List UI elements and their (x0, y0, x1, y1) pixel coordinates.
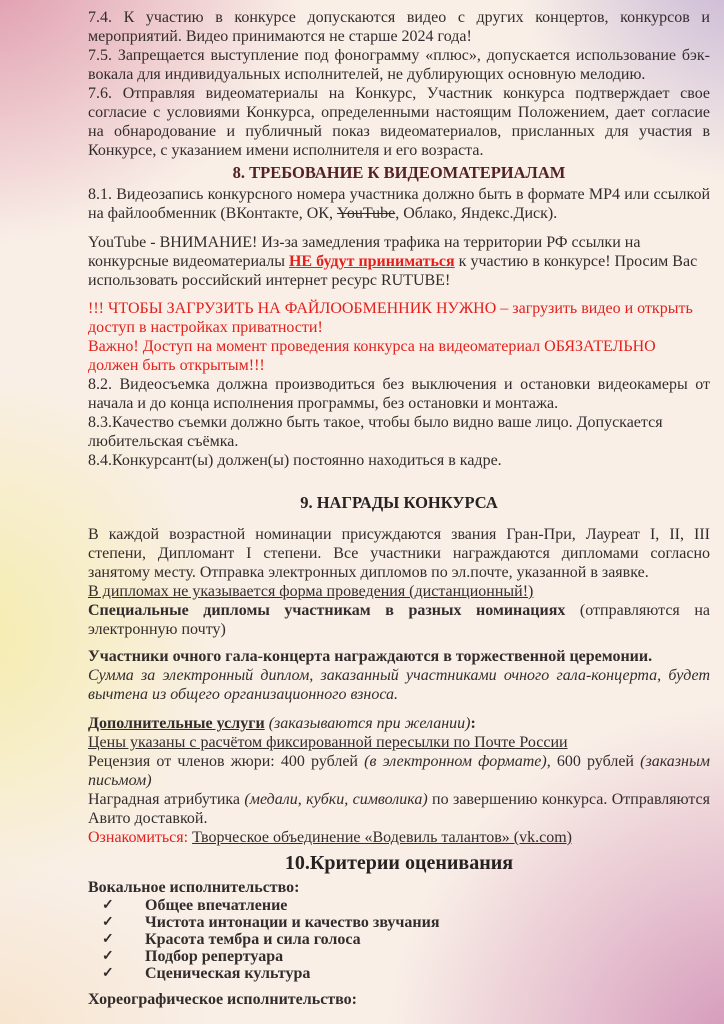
section-8-heading (88, 162, 710, 183)
text-run: В каждой возрастной номинации присуждаются звания Гран-При, Лауреат I, II, III степени, Дипломант I степени. Все участники награждаются дипломами согласно занятому месту. Отправка электронных дипломов по эл.почте, указанной в заявке. (88, 526, 710, 581)
text-run: YouTube (336, 205, 396, 222)
clause-8-2 (88, 375, 710, 413)
jury-review-pricing (88, 752, 710, 790)
document-content (88, 8, 710, 1009)
text-run: Ознакомиться: (88, 829, 189, 846)
criteria-item-2 (88, 914, 710, 931)
text-run: Наградная атрибутика (88, 791, 245, 808)
text-run: Специальные дипломы участникам в разных номинациях (88, 602, 566, 619)
gala-award-note (88, 647, 710, 666)
clause-8-3 (88, 413, 710, 451)
text-run: Дополнительные услуги (88, 715, 265, 732)
clause-8-1 (88, 185, 710, 223)
checkmark-icon: ✓ (102, 949, 114, 964)
section-9-heading (88, 492, 710, 513)
text-run: 8.3.Качество съемки должно быть такое, чтобы было видно ваше лицо. Допускается любительская съёмка. (88, 414, 663, 450)
choreo-criteria-title (88, 990, 710, 1009)
checkmark-icon: ✓ (102, 966, 114, 981)
important-access-note (88, 337, 710, 375)
clause-7-4 (88, 8, 710, 46)
vk-link[interactable]: Творческое объединение «Водевиль талантов» (vk.com) (192, 829, 572, 846)
text-run: НЕ будут приниматься (288, 253, 455, 270)
criteria-item-1 (88, 897, 710, 914)
youtube-warning (88, 233, 710, 290)
criteria-item-3 (88, 931, 710, 948)
checkmark-icon: ✓ (102, 915, 114, 930)
text-run: Хореографическое исполнительство: (88, 991, 358, 1008)
text-run: Сумма за электронный диплом, заказанный участниками очного гала-концерта, будет вычтена из общего организационного взноса. (88, 667, 710, 703)
text-run: 7.5. Запрещается выступление под фонограмму «плюс», допускается использование бэк-вокала для индивидуальных исполнителей, не дублирующих основную мелодию. (88, 47, 710, 83)
text-run: к участию в конкурсе! Просим Вас использовать российский интернет ресурс RUTUBE! (88, 253, 698, 289)
section-10-heading (88, 851, 710, 876)
criteria-item-label: Красота тембра и сила голоса (145, 931, 361, 948)
diploma-format-note (88, 582, 710, 601)
text-run: В дипломах не указывается форма проведения (дистанционный!) (88, 583, 534, 600)
text-run: 7.6. Отправляя видеоматериалы на Конкурс, Участник конкурса подтверждает свое согласие с условиями Конкурса, определенными настоящим Положением, дает согласие на обнародование и публичный показ видеоматериалов, присланных для участия в Конкурсе, с указанием имени исполнителя и его возраста. (88, 85, 710, 159)
blank-line (88, 704, 710, 714)
upload-instruction-note (88, 299, 710, 337)
text-run: 8. ТРЕБОВАНИЕ К ВИДЕОМАТЕРИАЛАМ (232, 163, 566, 182)
checkmark-icon: ✓ (102, 932, 114, 947)
blank-line (88, 639, 710, 647)
text-run: (заказным письмом) (88, 753, 711, 789)
vk-link-line (88, 828, 710, 847)
text-run: (отправляются на электронную почту) (88, 602, 710, 638)
text-run: !!! ЧТОБЫ ЗАГРУЗИТЬ НА ФАЙЛООБМЕННИК НУЖНО – загрузить видео и открыть доступ в настройках приватности! (88, 300, 693, 336)
blank-line (88, 982, 710, 990)
clause-7-6 (88, 84, 710, 160)
clause-8-4 (88, 451, 710, 470)
checkmark-icon: ✓ (102, 898, 114, 913)
text-run: YouTube - ВНИМАНИЕ! Из-за замедления трафика на территории РФ ссылки на конкурсные видеоматериалы (88, 234, 641, 270)
section-gap (88, 470, 710, 490)
text-run: 8.2. Видеосъемка должна производиться без выключения и остановки видеокамеры от начала и до конца исполнения программы, без остановки и монтажа. (88, 376, 710, 412)
criteria-item-label: Подбор репертуара (145, 948, 284, 965)
criteria-item-label: Чистота интонации и качество звучания (145, 914, 440, 931)
text-run: Вокальное исполнительство: (88, 879, 300, 896)
text-run: : (470, 715, 476, 732)
text-run: , 600 рублей (546, 753, 641, 770)
text-run: , Облако, Яндекс.Диск). (395, 205, 558, 222)
text-run: 9. НАГРАДЫ КОНКУРСА (300, 493, 498, 512)
postage-pricing-note (88, 733, 710, 752)
text-run: Важно! Доступ на момент проведения конкурса на видеоматериал ОБЯЗАТЕЛЬНО должен быть открытым!!! (88, 338, 656, 374)
blank-line (88, 515, 710, 525)
text-run: 8.4.Конкурсант(ы) должен(ы) постоянно находиться в кадре. (88, 452, 502, 469)
clause-7-5 (88, 46, 710, 84)
criteria-item-label: Сценическая культура (145, 965, 311, 982)
additional-services-title (88, 714, 710, 733)
text-run: 10.Критерии оценивания (284, 852, 514, 874)
awards-paragraph (88, 525, 710, 582)
award-merch-note (88, 790, 710, 828)
text-run: Рецензия от членов жюри: 400 рублей (88, 753, 365, 770)
special-diplomas-note (88, 601, 710, 639)
criteria-item-5 (88, 965, 710, 982)
blank-line (88, 290, 710, 299)
text-run: (в электронном формате) (364, 753, 547, 770)
criteria-item-label: Общее впечатление (145, 897, 288, 914)
text-run: по завершению конкурса. Отправляются Авито доставкой. (88, 791, 711, 827)
text-run: (медали, кубки, символика) (244, 791, 428, 808)
text-run: 8.1. Видеозапись конкурсного номера участника должно быть в формате MP4 или ссылкой на файлообменник (ВКонтакте, ОК, (88, 186, 710, 222)
text-run: Участники очного гала-концерта награждаются в торжественной церемонии. (88, 648, 653, 665)
gala-fee-note (88, 666, 710, 704)
blank-line (88, 223, 710, 233)
criteria-item-4 (88, 948, 710, 965)
text-run: 7.4. К участию в конкурсе допускаются видео с других концертов, конкурсов и мероприятий. Видео принимаются не старше 2024 года! (88, 9, 710, 45)
text-run: Цены указаны с расчётом фиксированной пересылки по Почте России (88, 734, 568, 751)
text-run: (заказываются при желании) (264, 715, 471, 732)
vocal-criteria-title (88, 878, 710, 897)
